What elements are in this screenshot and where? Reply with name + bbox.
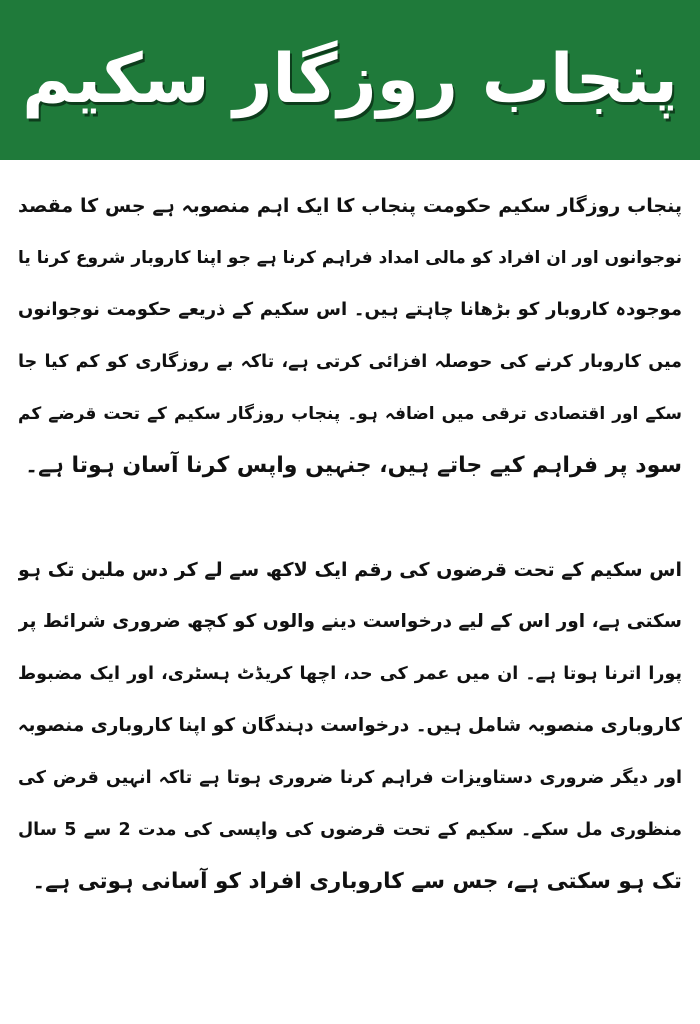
paragraph-spacer: [18, 492, 682, 544]
text-line: سود پر فراہم کیے جاتے ہیں، جنہیں واپس کرنا آسان ہوتا ہے۔: [25, 453, 682, 478]
text-line: سکے اور اقتصادی ترقی میں اضافہ ہو۔ پنجاب روزگار سکیم کے تحت قرضے کم: [18, 404, 682, 424]
text-line: اس سکیم کے تحت قرضوں کی رقم ایک لاکھ سے لے کر دس ملین تک ہو: [18, 559, 682, 581]
paragraph-intro: [18, 180, 682, 492]
text-line: پنجاب روزگار سکیم حکومت پنجاب کا ایک اہم منصوبہ ہے جس کا مقصد: [18, 195, 682, 217]
text-line: موجودہ کاروبار کو بڑھانا چاہتے ہیں۔ اس سکیم کے ذریعے حکومت نوجوانوں: [18, 299, 682, 320]
paragraph-loan-details: [18, 544, 682, 908]
text-line: سکتی ہے، اور اس کے لیے درخواست دینے والوں کو کچھ ضروری شرائط پر: [18, 611, 682, 632]
text-line: پورا اترنا ہوتا ہے۔ ان میں عمر کی حد، اچھا کریڈٹ ہسٹری، اور ایک مضبوط: [18, 664, 682, 684]
text-line: تک ہو سکتی ہے، جس سے کاروباری افراد کو آسانی ہوتی ہے۔: [32, 869, 682, 894]
text-line: میں کاروبار کرنے کی حوصلہ افزائی کرتی ہے، تاکہ بے روزگاری کو کم کیا جا: [18, 352, 682, 372]
text-line: منظوری مل سکے۔ سکیم کے تحت قرضوں کی واپسی کی مدت 2 سے 5 سال: [18, 820, 682, 840]
article-body: [18, 180, 682, 908]
text-line: اور دیگر ضروری دستاویزات فراہم کرنا ضروری ہوتا ہے تاکہ انہیں قرض کی: [18, 768, 682, 788]
text-line: نوجوانوں اور ان افراد کو مالی امداد فراہم کرنا ہے جو اپنا کاروبار شروع کرنا یا: [18, 248, 682, 268]
text-line: کاروباری منصوبہ شامل ہیں۔ درخواست دہندگان کو اپنا کاروباری منصوبہ: [18, 715, 682, 736]
title-banner: [0, 0, 700, 160]
page-title: پنجاب روزگار سکیم: [22, 40, 678, 119]
